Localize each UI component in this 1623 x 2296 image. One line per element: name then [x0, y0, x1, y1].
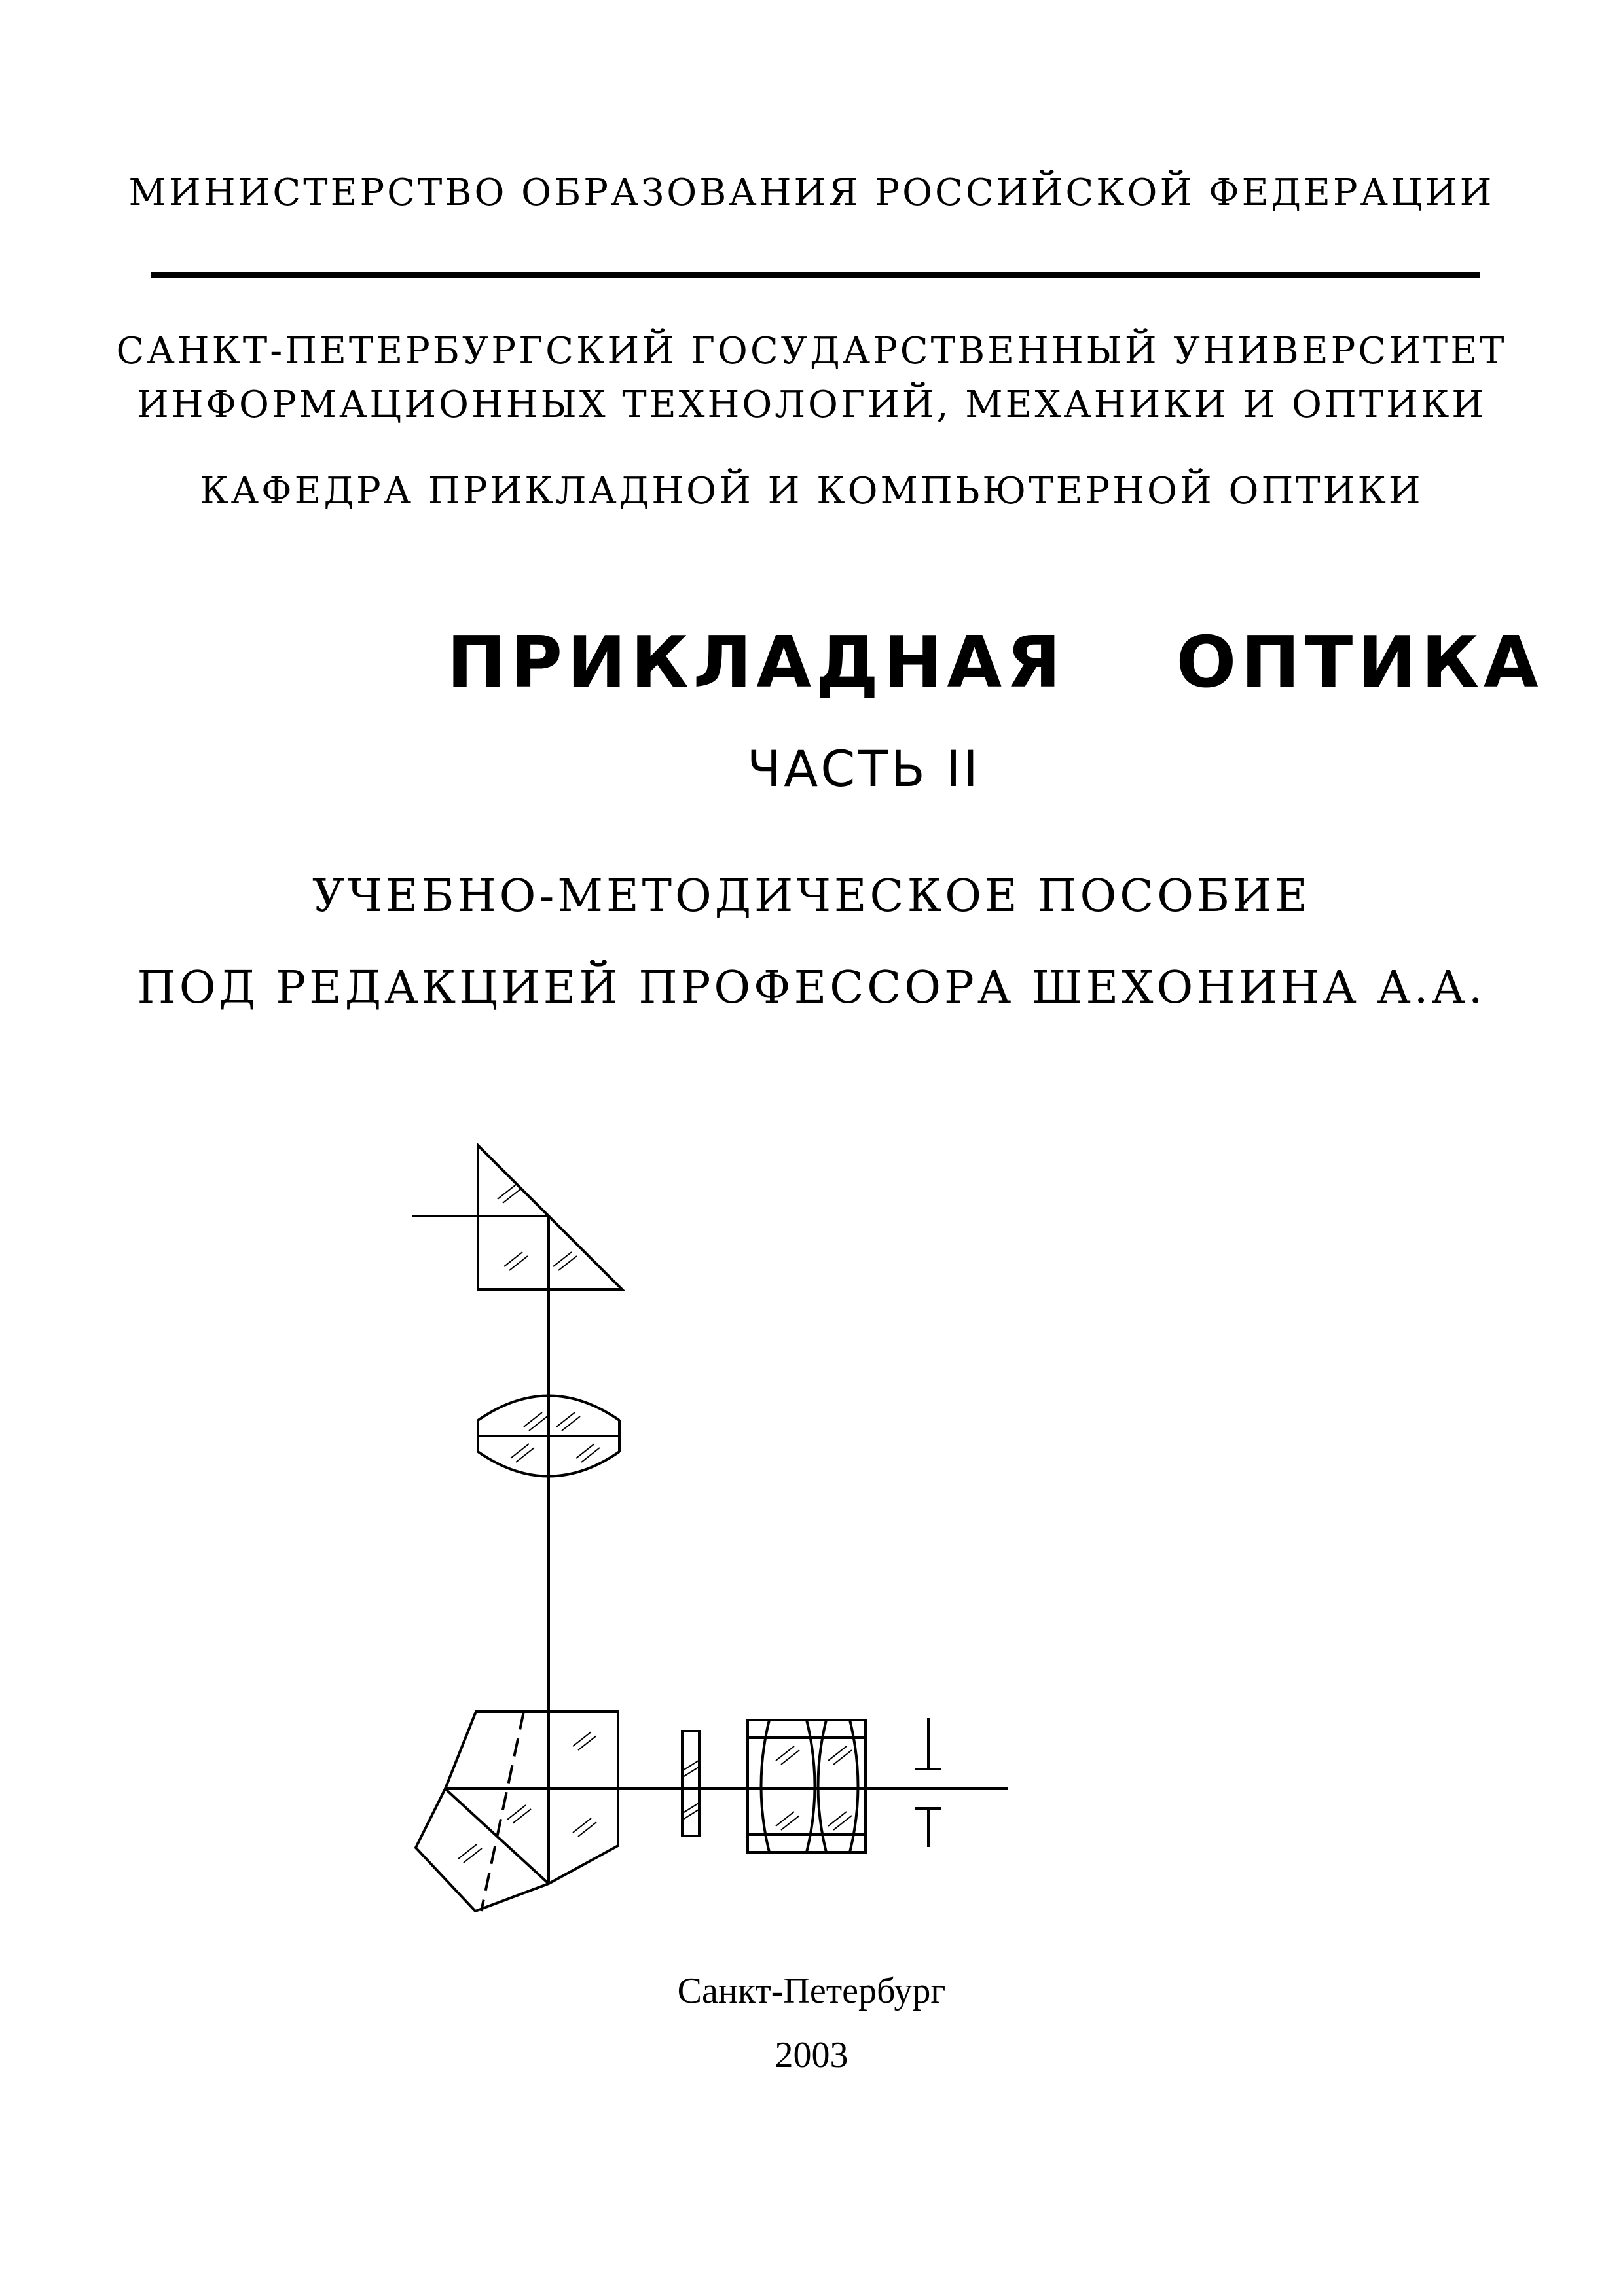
subtitle-line2: ПОД РЕДАКЦИЕЙ ПРОФЕССОРА ШЕХОНИНА А.А.: [137, 962, 1486, 1014]
plate-shape: [682, 1731, 699, 1836]
eyepiece-lens-group-shape: [748, 1720, 866, 1852]
ministry-heading: МИНИСТЕРСТВО ОБРАЗОВАНИЯ РОССИЙСКОЙ ФЕДЕРАЦИИ: [128, 171, 1495, 214]
pentaprism-shape: [416, 1712, 618, 1911]
subtitle-line1: УЧЕБНО-МЕТОДИЧЕСКОЕ ПОСОБИЕ: [312, 870, 1311, 922]
book-title: ПРИКЛАДНАЯ ОПТИКА: [447, 622, 1543, 704]
book-part: ЧАСТЬ II: [747, 740, 981, 798]
publication-city: Санкт-Петербург: [677, 1971, 946, 2011]
field-stop-marker: [915, 1718, 941, 1847]
publication-year: 2003: [775, 2035, 848, 2075]
top-prism-shape: [478, 1145, 622, 1289]
department-name: КАФЕДРА ПРИКЛАДНОЙ И КОМПЬЮТЕРНОЙ ОПТИКИ: [200, 470, 1423, 512]
university-name-line1: САНКТ-ПЕТЕРБУРГСКИЙ ГОСУДАРСТВЕННЫЙ УНИВЕРСИТЕТ: [116, 330, 1507, 372]
university-name-line2: ИНФОРМАЦИОННЫХ ТЕХНОЛОГИЙ, МЕХАНИКИ И ОПТИКИ: [136, 384, 1487, 426]
